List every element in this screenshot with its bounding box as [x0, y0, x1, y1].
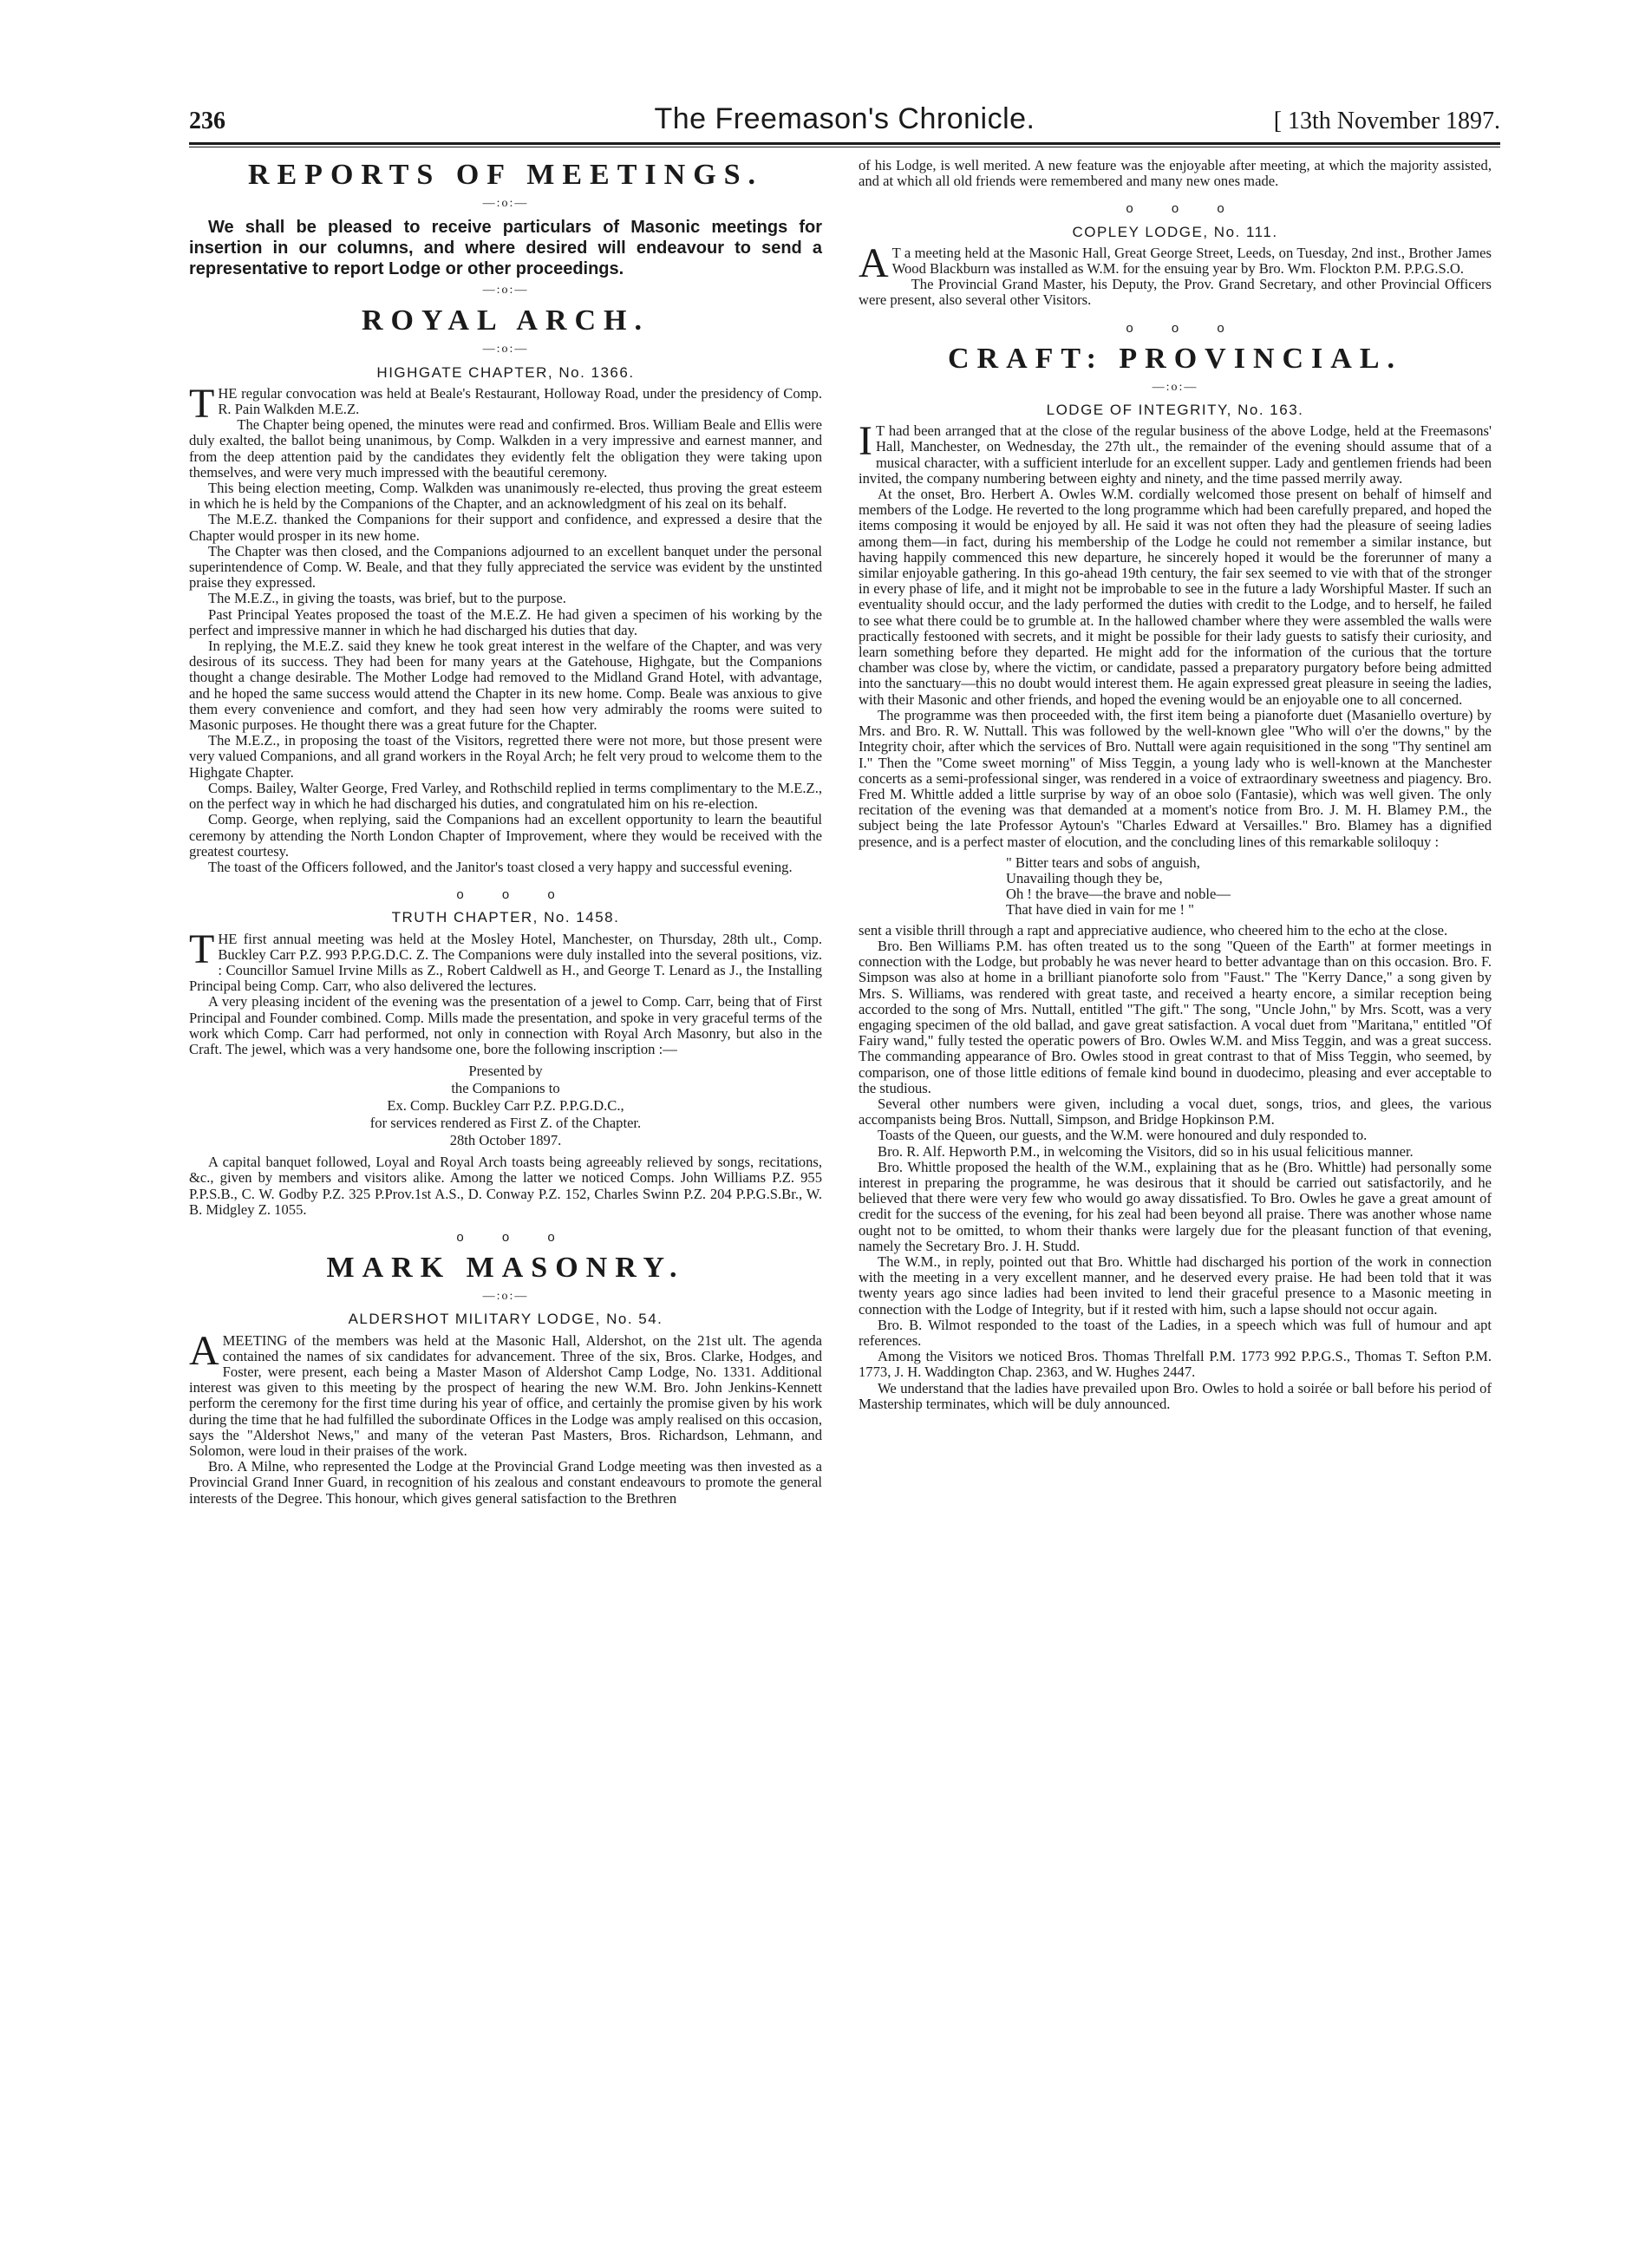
article-paragraph: The toast of the Officers followed, and the Janitor's toast closed a very happy and successful evening.: [208, 858, 793, 875]
separator: —:o:—: [1152, 380, 1198, 394]
article-paragraph: In replying, the M.E.Z. said they knew he took great interest in the welfare of the Chapter, and was very desirous of its success. They had been for many years at the Gatehouse, Highgate, but the Companions thought a change desirable. The Mother Lodge had removed to the Midland Grand Hotel, with advantage, and he hoped the same success would attend the Chapter in its new home. Comp. Beale was anxious to give them every convenience and comfort, and they had seen how very admirably the rooms were suited to Masonic purposes. He thought there was a great future for the Chapter.: [189, 638, 822, 734]
aldershot-heading: ALDERSHOT MILITARY LODGE, No. 54.: [348, 1311, 663, 1328]
right-column: [859, 158, 1492, 1412]
article-paragraph: AMEETING of the members was held at the Masonic Hall, Aldershot, on the 21st ult. The agenda contained the names of six candidates for advancement. Three of the six, Bros. Clarke, Hodges, and Foster, were present, each being a Master Mason of Aldershot Camp Lodge, No. 1331. Additional interest was given to this meeting by the prospect of hearing the new W.M. Bro. John Jenkins-Kennett perform the ceremony for the first time during his year of office, and certainly the promise given by his work during the time that he had fulfilled the subordinate Offices in the Lodge was amply realised on this occasion, says the "Aldershot News," and many of the veteran Past Masters, Bros. Richardson, Lehmann, and Solomon, were loud in their praises of the work.: [189, 1327, 822, 1459]
article-paragraph: The programme was then proceeded with, the first item being a pianoforte duet (Masaniello overture) by Mrs. and Bro. R. W. Nuttall. This was followed by the well-known glee "Who will o'er the downs," by the Integrity choir, after which the services of Bro. Nuttall were again requisitioned in the song "Thy sentinel am I." Then the "Come sweet morning" of Miss Teggin, a young lady who is well-known at the Manchester concerts as a semi-professional singer, was rendered in a voice of extraordinary sweetness and piagency. Bro. Fred M. Whittle added a little surprise by way of an oboe solo (Fantasie), which was well given. The only recitation of the evening was that demanded at a moment's notice from Bro. J. M. H. Blamey P.M., the subject being the late Professor Aytoun's "Charles Edward at Versailles." Bro. Blamey has a dignified presence, and is a perfect master of elocution, and the concluding lines of this remarkable soliloquy :: [859, 706, 1492, 850]
poem-line: " Bitter tears and sobs of anguish,: [1006, 854, 1200, 871]
header-rule-thick: [189, 142, 1500, 145]
inscription-line: Ex. Comp. Buckley Carr P.Z. P.P.G.D.C.,: [387, 1097, 624, 1115]
drop-cap: A: [859, 239, 889, 286]
article-paragraph: At the onset, Bro. Herbert A. Owles W.M. cordially welcomed those present on behalf of himself and members of the Lodge. He reverted to the long programme which had been carefully prepared, and hoped the items composing it would be enjoyed by all. He said it was not often they had the pleasure of seeing ladies among them—in fact, during his membership of the Lodge he could not remember a similar instance, but having happily commenced this new departure, he sincerely hoped it would be the forerunner of many a similar enjoyable gathering. In this go-ahead 19th century, the fair sex seemed to vie with that of the stronger in every phase of life, and it might not be improbable to see in the future a lady Worshipful Master. If such an eventuality should occur, and the lady performed the duties with credit to the Lodge, and to herself, he failed to see what there could be to grumble at. In the hallowed chamber where they were assembled the walls were practically festooned with secrets, and it might be possible for their lady guests to satisfy their curiosity, and learn something before they departed. He might add for the information of the curious that the torture chamber was close by, where the victim, or candidate, passed a preparatory purgatory before being admitted into the sanctuary—this no doubt would interest them. He again expressed great pleasure in seeing the ladies, with their Masonic and other friends, and hoped the evening would be an enjoyable one to all concerned.: [859, 486, 1492, 708]
article-paragraph: The Chapter being opened, the minutes were read and confirmed. Bros. William Beale and Ellis were duly exalted, the ballot being unanimous, by Comp. Walkden in a very impressive and earnest manner, and from the deep attention paid by the candidates they evidently felt the obligation they were taking upon themselves, and were very much impressed with the beautiful ceremony.: [189, 416, 822, 481]
royal-arch-heading: ROYAL ARCH.: [361, 304, 650, 337]
mark-masonry-heading: MARK MASONRY.: [326, 1252, 685, 1285]
editorial-notice: We shall be pleased to receive particulars of Masonic meetings for insertion in our columns, and where desired will endeavour to send a representative to report Lodge or other proceedings.: [189, 218, 822, 279]
article-paragraph: Toasts of the Queen, our guests, and the W.M. were honoured and duly responded to.: [878, 1127, 1368, 1144]
article-paragraph: Past Principal Yeates proposed the toast of the M.E.Z. He had given a specimen of his working by the perfect and impressive manner in which he had discharged his duties that day.: [189, 605, 822, 638]
integrity-heading: LODGE OF INTEGRITY, No. 163.: [1046, 402, 1304, 419]
article-paragraph: A capital banquet followed, Loyal and Royal Arch toasts being agreeably relieved by songs, recitations, &c., given by members and visitors alike. Among the latter we noticed Comps. John Williams P.Z. 955 P.P.S.B., C. W. Godby P.Z. 325 P.Prov.1st A.S., D. Conway P.Z. 152, Charles Swinn P.Z. 204 P.P.G.S.Br., W. B. Midgley Z. 1055.: [189, 1154, 822, 1218]
drop-cap: T: [189, 925, 215, 972]
poem-line: Oh ! the brave—the brave and noble—: [1006, 885, 1231, 902]
article-paragraph: THE first annual meeting was held at the Mosley Hotel, Manchester, on Thursday, 28th ult., Comp. Buckley Carr P.Z. 993 P.P.G.D.C. Z. The Companions were duly installed into the several positions, viz. : Councillor Samuel Irvine Mills as Z., Robert Caldwell as H., and George T. Lenard as J., the Installing Principal being Comp. Carr, who also delivered the lectures.: [189, 925, 822, 995]
section-divider: o o o: [1126, 201, 1224, 217]
drop-cap: I: [859, 418, 872, 465]
article-paragraph: The Provincial Grand Master, his Deputy, the Prov. Grand Secretary, and other Provincial Officers were present, also several other Visitors.: [859, 276, 1492, 309]
article-paragraph: Comps. Bailey, Walter George, Fred Varley, and Rothschild replied in terms complimentary to the M.E.Z., on the perfect way in which he had discharged his duties, and congratulated him on his re-election.: [189, 779, 822, 813]
article-paragraph: sent a visible thrill through a rapt and appreciative audience, who cheered him to the echo at the close.: [859, 921, 1448, 939]
article-paragraph: Comp. George, when replying, said the Companions had an excellent opportunity to learn the beautiful ceremony by attending the North London Chapter of Improvement, where they would be received with the greatest courtesy.: [189, 811, 822, 860]
reports-heading: REPORTS OF MEETINGS.: [247, 159, 764, 191]
article-paragraph: We understand that the ladies have prevailed upon Bro. Owles to hold a soirée or ball before his period of Mastership terminates, which will be duly announced.: [859, 1379, 1492, 1412]
separator: —:o:—: [482, 197, 529, 210]
article-paragraph: The M.E.Z. thanked the Companions for their support and confidence, and expressed a desire that the Chapter would prosper in its new home.: [189, 511, 822, 544]
article-paragraph: Among the Visitors we noticed Bros. Thomas Threlfall P.M. 1773 992 P.P.G.S., Thomas T. Sefton P.M. 1773, J. H. Waddington Chap. 2363, and W. Hughes 2447.: [859, 1348, 1492, 1381]
poem-quote: [1006, 855, 1492, 918]
section-divider: o o o: [1126, 320, 1224, 336]
section-divider: o o o: [456, 1229, 555, 1245]
page-header: [189, 102, 1500, 141]
drop-cap: T: [189, 380, 215, 427]
publication-title: The Freemason's Chronicle.: [654, 102, 1035, 135]
truth-heading: TRUTH CHAPTER, No. 1458.: [391, 909, 620, 926]
section-divider: o o o: [456, 887, 555, 903]
jewel-inscription: [189, 1057, 822, 1154]
article-paragraph: A T a meeting held at the Masonic Hall, Great George Street, Leeds, on Tuesday, 2nd inst., Brother James Wood Blackburn was installed as W.M. for the ensuing year by Bro. Wm. Flockton P.M. P.P.G.S.O.: [859, 239, 1492, 286]
article-paragraph: Bro. B. Wilmot responded to the toast of the Ladies, in a speech which was full of humour and apt references.: [859, 1316, 1492, 1349]
article-paragraph: of his Lodge, is well merited. A new feature was the enjoyable after meeting, at which the majority assisted, and at which all old friends were remembered and many new ones made.: [859, 157, 1492, 190]
inscription-line: 28th October 1897.: [449, 1132, 562, 1149]
page-number: 236: [189, 108, 225, 134]
article-paragraph: THE regular convocation was held at Beale's Restaurant, Holloway Road, under the presidency of Comp. R. Pain Walkden M.E.Z.: [189, 380, 822, 427]
inscription-line: the Companions to: [451, 1080, 560, 1097]
article-paragraph: Bro. A Milne, who represented the Lodge at the Provincial Grand Lodge meeting was then invested as a Provincial Grand Inner Guard, in recognition of his zealous and constant endeavours to promote the general interests of the Degree. This honour, which gives general satisfaction to the Brethren: [189, 1458, 822, 1507]
article-paragraph: Bro. Ben Williams P.M. has often treated us to the song "Queen of the Earth" at former meetings in connection with the Lodge, but probably he was never heard to better advantage than on this occasion. Bro. F. Simpson was also at home in a brilliant pianoforte solo from "Faust." The "Kerry Dance," a song given by Mrs. S. Williams, was rendered with great taste, and received a hearty encore, a similar reception being accorded to the song of Mrs. Nuttall, entitled "The gift." The song, "Uncle John," by Mrs. Scott, was a very engaging specimen of the old ballad, and gave great satisfaction. A vocal duet from "Maritana," entitled "Of Fairy wand," fully tested the operatic powers of Bro. Owles W.M. and Miss Teggin, and was a great success. The commanding appearance of Bro. Owles stood in great contrast to that of Miss Teggin, who seemed, by comparison, one of those little editions of female kind bound in duodecimo, pleasing and ever acceptable to the studious.: [859, 937, 1492, 1096]
article-paragraph: A very pleasing incident of the evening was the presentation of a jewel to Comp. Carr, being that of First Principal and Founder combined. Comp. Mills made the presentation, and spoke in very graceful terms of the work which Comp. Carr had performed, not only in connection with Royal Arch Masonry, but also in the Craft. The jewel, which was a very handsome one, bore the following inscription :—: [189, 993, 822, 1057]
copley-heading: COPLEY LODGE, No. 111.: [1072, 223, 1278, 240]
separator: —:o:—: [482, 284, 529, 298]
craft-provincial-heading: CRAFT: PROVINCIAL.: [947, 342, 1403, 375]
separator: —:o:—: [482, 1290, 529, 1304]
article-paragraph: Bro. R. Alf. Hepworth P.M., in welcoming the Visitors, did so in his usual felicitious manner.: [878, 1142, 1414, 1160]
inscription-line: Presented by: [468, 1063, 543, 1080]
inscription-line: for services rendered as First Z. of the Chapter.: [369, 1115, 642, 1132]
article-paragraph: The M.E.Z., in giving the toasts, was brief, but to the purpose.: [208, 590, 566, 607]
left-column: [189, 158, 822, 1507]
article-paragraph: This being election meeting, Comp. Walkden was unanimously re-elected, thus proving the great esteem in which he is held by the Companions of the Chapter, and an acknowledgment of his zeal on its behalf.: [189, 480, 822, 513]
issue-date: [ 13th November 1897.: [1273, 108, 1500, 134]
article-paragraph: The W.M., in reply, pointed out that Bro. Whittle had discharged his portion of the work in connection with the meeting in a very excellent manner, and he deserved every praise. He had been told that it was twenty years ago since ladies had been invited to lend their graceful presence to a Masonic meeting in connection with the Lodge of Integrity, but if it rested with him, such a lapse should not occur again.: [859, 1252, 1492, 1318]
article-paragraph: The M.E.Z., in proposing the toast of the Visitors, regretted there were not more, but those present were very valued Companions, and all grand workers in the Royal Arch; he felt very proud to welcome them to the Highgate Chapter.: [189, 732, 822, 781]
drop-cap: A: [189, 1327, 219, 1374]
poem-line: That have died in vain for me ! ": [1006, 900, 1194, 918]
poem-line: Unavailing though they be,: [1006, 869, 1163, 886]
highgate-heading: HIGHGATE CHAPTER, No. 1366.: [376, 363, 635, 381]
article-paragraph: Several other numbers were given, including a vocal duet, songs, trios, and glees, the various accompanists being Bros. Nuttall, Simpson, and Bridge Hopkinson P.M.: [859, 1095, 1492, 1128]
separator: —:o:—: [482, 343, 529, 356]
article-paragraph: I T had been arranged that at the close of the regular business of the above Lodge, held at the Freemasons' Hall, Manchester, on Wednesday, the 27th ult., the remainder of the evening should assume that of a musical character, with a sufficient interlude for an excellent supper. Lady and gentlemen friends had been invited, the company numbering between eighty and ninety, and the time passed merrily away.: [859, 418, 1492, 487]
article-paragraph: The Chapter was then closed, and the Companions adjourned to an excellent banquet under the personal superintendence of Comp. W. Beale, and that they fully appreciated the service was evident by the unstinted praise they expressed.: [189, 542, 822, 592]
article-paragraph: Bro. Whittle proposed the health of the W.M., explaining that as he (Bro. Whittle) had personally some interest in preparing the programme, he was desirous that it should be carried out satisfactorily, and he believed that there were very few who would go away dissatisfied. To Bro. Owles he gave a great amount of credit for the success of the evening, for his zeal had been beyond all praise. There was another whose name ought not to be omitted, to whom their thanks were largely due for the pleasant function of that evening, namely the Secretary Bro. J. H. Studd.: [859, 1158, 1492, 1254]
